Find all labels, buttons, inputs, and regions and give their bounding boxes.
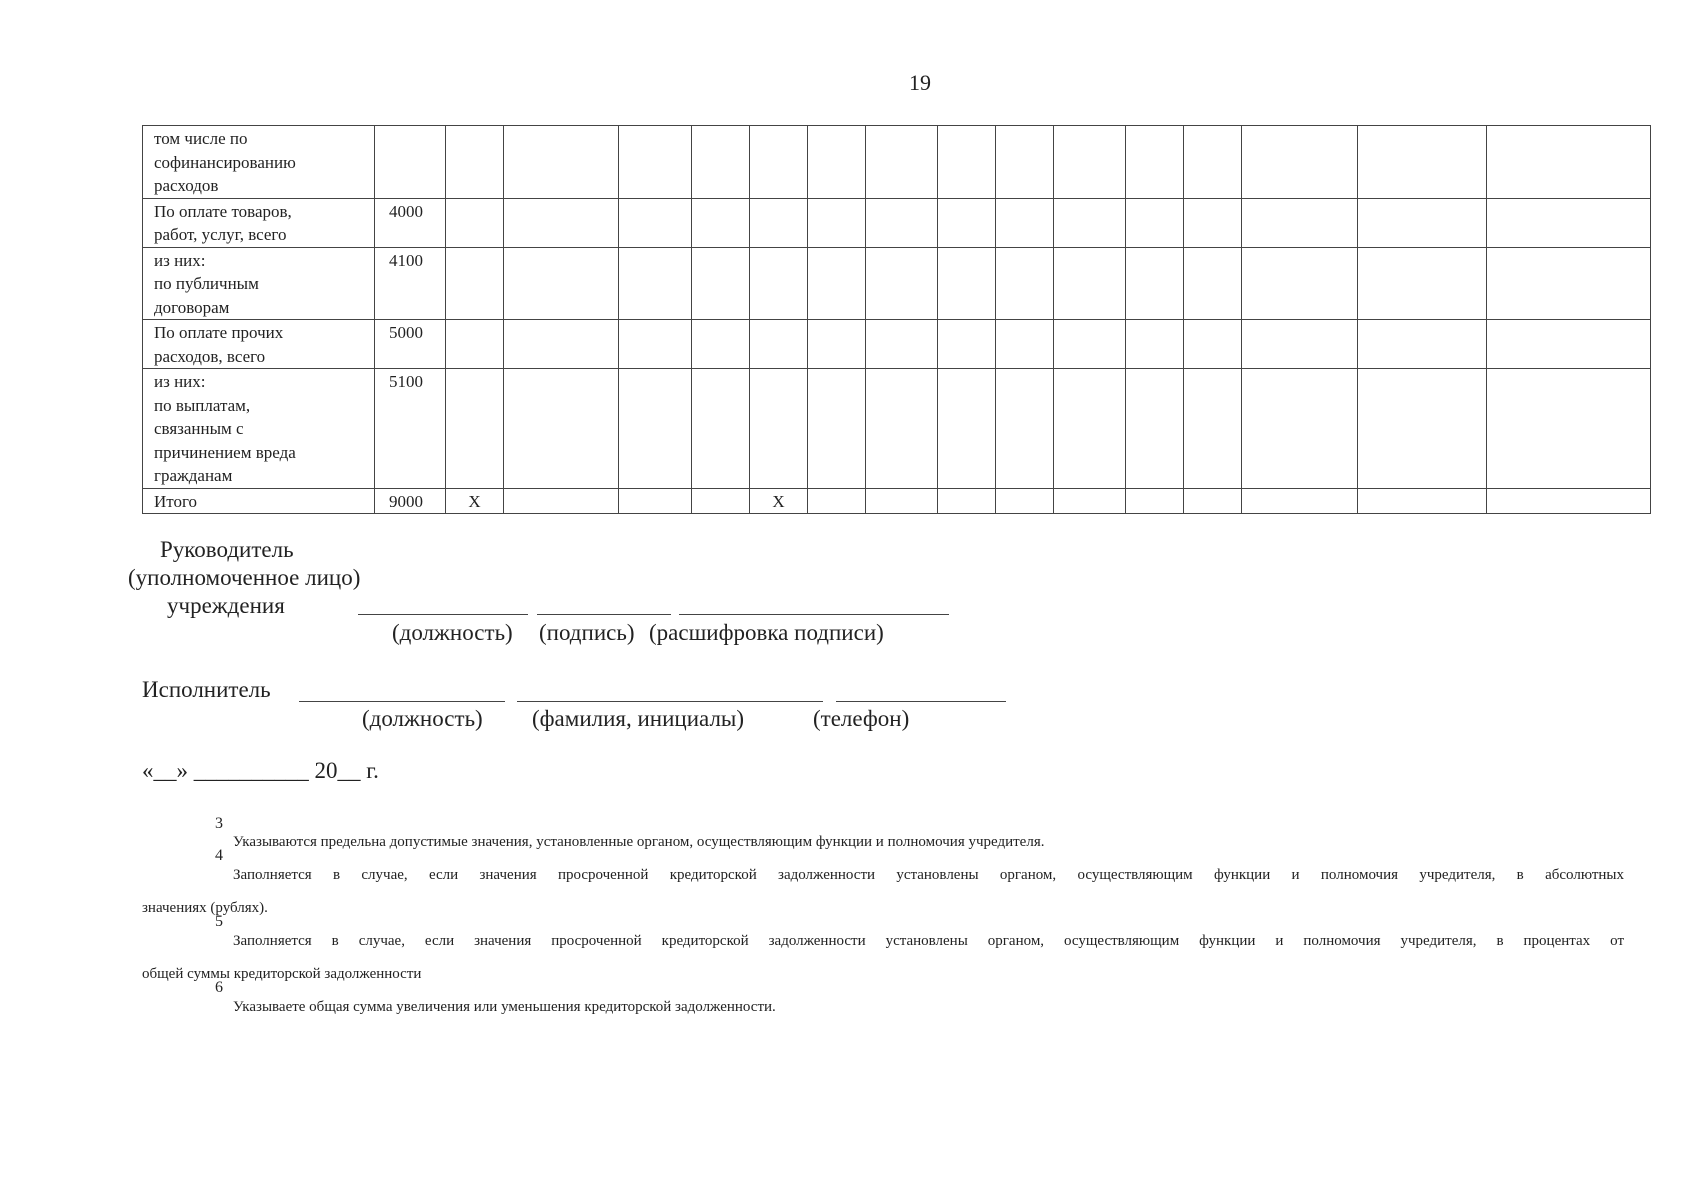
empty-cell: [619, 198, 692, 247]
empty-cell: [808, 320, 866, 369]
row-label-line: причинением вреда: [154, 442, 296, 462]
executor-label: Исполнитель: [142, 677, 271, 702]
empty-cell: [446, 247, 504, 320]
table-row: [143, 488, 1651, 514]
empty-cell: [1126, 126, 1184, 199]
row-code: 4000: [375, 198, 446, 247]
empty-cell: [619, 320, 692, 369]
row-label-line: из них:: [154, 372, 206, 391]
empty-cell: [1184, 320, 1242, 369]
empty-cell: [1242, 488, 1358, 514]
row-label-line: по выплатам,: [154, 395, 251, 415]
empty-cell: [750, 369, 808, 489]
empty-cell: [1126, 320, 1184, 369]
signature-title-1: Руководитель: [160, 537, 294, 562]
row-label: [143, 247, 375, 320]
row-label-line: по публичным: [154, 274, 259, 293]
empty-cell: [866, 488, 938, 514]
empty-cell: [808, 369, 866, 489]
caption-signature: (подпись): [539, 620, 635, 645]
empty-cell: [938, 247, 996, 320]
empty-cell: [504, 126, 619, 199]
row-label: [143, 488, 375, 514]
row-label: [143, 126, 375, 199]
footnote-3-number: 3: [215, 815, 223, 832]
empty-cell: [1054, 488, 1126, 514]
row-label-line: работ, услуг, всего: [154, 225, 287, 244]
empty-cell: [1487, 369, 1651, 489]
empty-cell: [996, 320, 1054, 369]
executor-phone-line: [836, 701, 1006, 702]
empty-cell: [808, 488, 866, 514]
empty-cell: [1358, 488, 1487, 514]
empty-cell: [1242, 198, 1358, 247]
row-code: 9000: [375, 488, 446, 514]
empty-cell: [996, 126, 1054, 199]
row-label-line: расходов, всего: [154, 346, 266, 366]
executor-name-line: [517, 701, 823, 702]
executor-position-line: [299, 701, 505, 702]
data-table: [142, 125, 1651, 514]
empty-cell: [692, 369, 750, 489]
empty-cell: [504, 369, 619, 489]
empty-cell: [750, 247, 808, 320]
table-row: [143, 320, 1651, 369]
signature-title-3: учреждения: [167, 593, 285, 618]
empty-cell: [808, 247, 866, 320]
empty-cell: [808, 126, 866, 199]
caption-executor-phone: (телефон): [813, 706, 910, 731]
empty-cell: [1487, 488, 1651, 514]
table-row: [143, 126, 1651, 199]
empty-cell: [504, 198, 619, 247]
row-label-line: гражданам: [154, 466, 233, 485]
empty-cell: [504, 488, 619, 514]
empty-cell: [866, 320, 938, 369]
empty-cell: [750, 126, 808, 199]
row-label-line: связанным с: [154, 419, 244, 438]
caption-executor-name: (фамилия, инициалы): [532, 706, 745, 731]
row-label-line: договорам: [154, 297, 230, 317]
empty-cell: [1184, 247, 1242, 320]
empty-cell: [996, 198, 1054, 247]
empty-cell: [1184, 198, 1242, 247]
empty-cell: [866, 369, 938, 489]
empty-cell: [1242, 247, 1358, 320]
empty-cell: [1054, 369, 1126, 489]
empty-cell: [1126, 198, 1184, 247]
footnote-6-number: 6: [215, 979, 223, 996]
position-signature-line: [358, 614, 528, 615]
empty-cell: [938, 198, 996, 247]
table-row: [143, 198, 1651, 247]
empty-cell: [692, 247, 750, 320]
empty-cell: [938, 126, 996, 199]
empty-cell: [808, 198, 866, 247]
row-label: [143, 369, 375, 489]
empty-cell: [1242, 320, 1358, 369]
empty-cell: [996, 369, 1054, 489]
empty-cell: [1126, 488, 1184, 514]
empty-cell: [996, 488, 1054, 514]
empty-cell: [938, 320, 996, 369]
empty-cell: [1126, 369, 1184, 489]
empty-cell: [938, 488, 996, 514]
footnote-3-text: Указываются предельна допустимые значения, установленные органом, осуществляющим функции и полномочия учредителя.: [233, 834, 1045, 850]
footnote-4-continuation: значениях (рублях).: [142, 900, 268, 916]
empty-cell: [750, 320, 808, 369]
empty-cell: [1054, 126, 1126, 199]
signature-line: [537, 614, 671, 615]
row-label-line: расходов: [154, 176, 219, 195]
page-number: 19: [909, 70, 931, 95]
empty-cell: [996, 247, 1054, 320]
cell-x-mark: X: [750, 488, 808, 514]
empty-cell: [1358, 369, 1487, 489]
empty-cell: [619, 247, 692, 320]
empty-cell: [1242, 126, 1358, 199]
footnote-6-text: Указываете общая сумма увеличения или уменьшения кредиторской задолженности.: [233, 999, 776, 1015]
empty-cell: [866, 126, 938, 199]
table-body: [143, 126, 1651, 514]
empty-cell: [446, 198, 504, 247]
empty-cell: [938, 369, 996, 489]
empty-cell: [1487, 247, 1651, 320]
row-label-line: По оплате прочих: [154, 323, 284, 342]
empty-cell: [1184, 126, 1242, 199]
footnote-4-number: 4: [215, 847, 223, 864]
row-code: 5100: [375, 369, 446, 489]
empty-cell: [1184, 488, 1242, 514]
signature-title-2: (уполномоченное лицо): [128, 565, 361, 590]
empty-cell: [692, 320, 750, 369]
empty-cell: [1126, 247, 1184, 320]
empty-cell: [619, 488, 692, 514]
empty-cell: [446, 369, 504, 489]
row-label-line: софинансированию: [154, 152, 296, 172]
empty-cell: [1487, 320, 1651, 369]
row-code: 4100: [375, 247, 446, 320]
footnote-4-text: Заполняется в случае, если значения просроченной кредиторской задолженности установлены органом, осуществляющим функции и полномочия учредителя, в абсолютных: [233, 867, 1624, 883]
empty-cell: [619, 126, 692, 199]
empty-cell: [866, 247, 938, 320]
caption-executor-position: (должность): [362, 706, 483, 731]
row-label-line: Итого: [154, 491, 198, 511]
empty-cell: [446, 126, 504, 199]
row-label-line: из них:: [154, 250, 206, 270]
date-line: «__» __________ 20__ г.: [142, 758, 379, 783]
signature-transcript-line: [679, 614, 949, 615]
empty-cell: [866, 198, 938, 247]
empty-cell: [504, 320, 619, 369]
row-label-line: том числе по: [154, 129, 248, 148]
table-row: [143, 247, 1651, 320]
empty-cell: [1054, 247, 1126, 320]
row-label: [143, 320, 375, 369]
row-code: 5000: [375, 320, 446, 369]
empty-cell: [1054, 198, 1126, 247]
empty-cell: [1242, 369, 1358, 489]
empty-cell: [1487, 198, 1651, 247]
empty-cell: [1054, 320, 1126, 369]
empty-cell: [692, 488, 750, 514]
footnote-5-text: Заполняется в случае, если значения просроченной кредиторской задолженности установлены органом, осуществляющим функции и полномочия учредителя, в процентах от: [233, 933, 1624, 949]
empty-cell: [692, 126, 750, 199]
row-label: [143, 198, 375, 247]
footnote-5-continuation: общей суммы кредиторской задолженности: [142, 966, 422, 982]
empty-cell: [1358, 247, 1487, 320]
caption-signature-transcript: (расшифровка подписи): [649, 620, 884, 645]
empty-cell: [1184, 369, 1242, 489]
empty-cell: [504, 247, 619, 320]
empty-cell: [750, 198, 808, 247]
footnote-5-number: 5: [215, 913, 223, 930]
caption-position: (должность): [392, 620, 513, 645]
table-row: [143, 369, 1651, 489]
cell-x-mark: X: [446, 488, 504, 514]
empty-cell: [1487, 126, 1651, 199]
empty-cell: [1358, 198, 1487, 247]
row-code: [375, 126, 446, 199]
empty-cell: [619, 369, 692, 489]
empty-cell: [692, 198, 750, 247]
empty-cell: [1358, 126, 1487, 199]
row-label-line: По оплате товаров,: [154, 201, 292, 221]
empty-cell: [446, 320, 504, 369]
empty-cell: [1358, 320, 1487, 369]
